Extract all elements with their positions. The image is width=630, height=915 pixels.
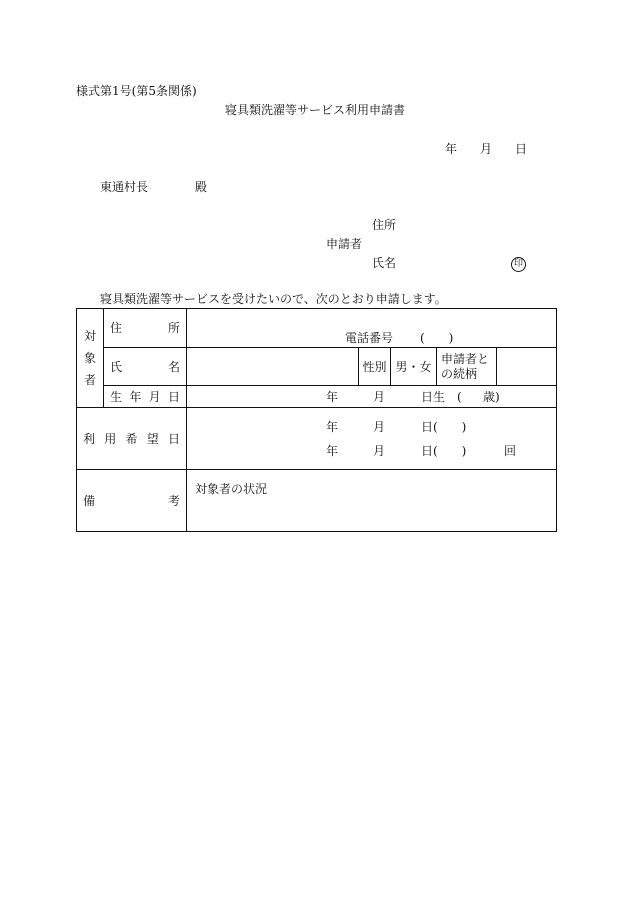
desired-count-label: 回 — [504, 444, 517, 458]
subject-label-char: 対 — [83, 329, 96, 343]
desired-label-char: 日 — [167, 432, 180, 446]
gender-label: 性別 — [362, 360, 387, 374]
birth-label-cell — [104, 386, 187, 408]
date-month-label: 月 — [480, 142, 493, 156]
age-close: 歳) — [483, 390, 500, 404]
birth-label-char: 生 — [110, 390, 123, 404]
relation-label-cell — [437, 348, 497, 386]
row-remarks — [77, 470, 557, 532]
age-open: ( — [457, 390, 462, 404]
birth-day-label: 日生 — [421, 390, 446, 404]
remarks-label-cell — [77, 470, 187, 532]
subject-label-char: 者 — [83, 373, 96, 387]
row-name — [77, 348, 557, 386]
name-label-char: 氏 — [110, 360, 123, 374]
desired-label-char: 望 — [146, 432, 159, 446]
phone-paren: ( ) — [420, 331, 454, 345]
birth-label-char: 月 — [148, 390, 161, 404]
relation-value-cell[interactable] — [497, 348, 557, 386]
gender-label-cell — [359, 348, 391, 386]
desired2-month-label: 月 — [373, 444, 386, 458]
row-birthdate — [77, 386, 557, 408]
address-value-cell[interactable] — [187, 309, 557, 348]
desired2-day-label: 日( ) — [421, 444, 467, 458]
desired1-day-label: 日( ) — [421, 420, 467, 434]
gender-options-cell[interactable] — [391, 348, 437, 386]
row-address — [77, 309, 557, 348]
remarks-status-label: 対象者の状況 — [195, 482, 268, 496]
applicant-label: 申請者 — [326, 237, 363, 251]
birth-label-char: 日 — [167, 390, 180, 404]
name-label-cell — [104, 348, 187, 386]
subject-label-cell — [77, 309, 104, 408]
birth-year-label: 年 — [326, 390, 339, 404]
phone-label: 電話番号 — [345, 331, 394, 345]
document-title: 寝具類洗濯等サービス利用申請書 — [225, 103, 406, 117]
birth-value-cell[interactable] — [187, 386, 557, 408]
date-year-label: 年 — [445, 142, 458, 156]
desired-label-char: 用 — [104, 432, 117, 446]
remarks-label-char: 考 — [167, 494, 180, 508]
remarks-label-char: 備 — [83, 494, 96, 508]
subject-label-char: 象 — [83, 351, 96, 365]
intro-text: 寝具類洗濯等サービスを受けたいので、次のとおり申請します。 — [100, 292, 447, 306]
desired2-year-label: 年 — [326, 444, 339, 458]
address-label-char: 住 — [110, 321, 123, 335]
applicant-name-label: 氏名 — [372, 256, 397, 270]
application-table — [76, 308, 557, 532]
desired-value-cell[interactable] — [187, 408, 557, 470]
desired-label-cell — [77, 408, 187, 470]
form-number: 様式第1号(第5条関係) — [76, 84, 197, 98]
birth-label-char: 年 — [129, 390, 142, 404]
date-day-label: 日 — [515, 142, 528, 156]
name-label-char: 名 — [167, 360, 180, 374]
desired-label-char: 利 — [83, 432, 96, 446]
desired1-month-label: 月 — [373, 420, 386, 434]
seal-icon: 印 — [511, 257, 526, 272]
addressee-honorific: 殿 — [195, 180, 208, 194]
address-label-char: 所 — [167, 321, 180, 335]
name-value-cell[interactable] — [187, 348, 359, 386]
desired1-year-label: 年 — [326, 420, 339, 434]
seal-mark — [511, 255, 526, 272]
applicant-address-label: 住所 — [372, 218, 397, 232]
remarks-value-cell[interactable] — [187, 470, 557, 532]
address-label-cell — [104, 309, 187, 348]
relation-label: 申請者との続柄 — [441, 351, 490, 381]
gender-options: 男・女 — [395, 360, 432, 374]
birth-month-label: 月 — [373, 390, 386, 404]
row-desired-date — [77, 408, 557, 470]
addressee-name: 東通村長 — [100, 180, 149, 194]
desired-label-char: 希 — [125, 432, 138, 446]
